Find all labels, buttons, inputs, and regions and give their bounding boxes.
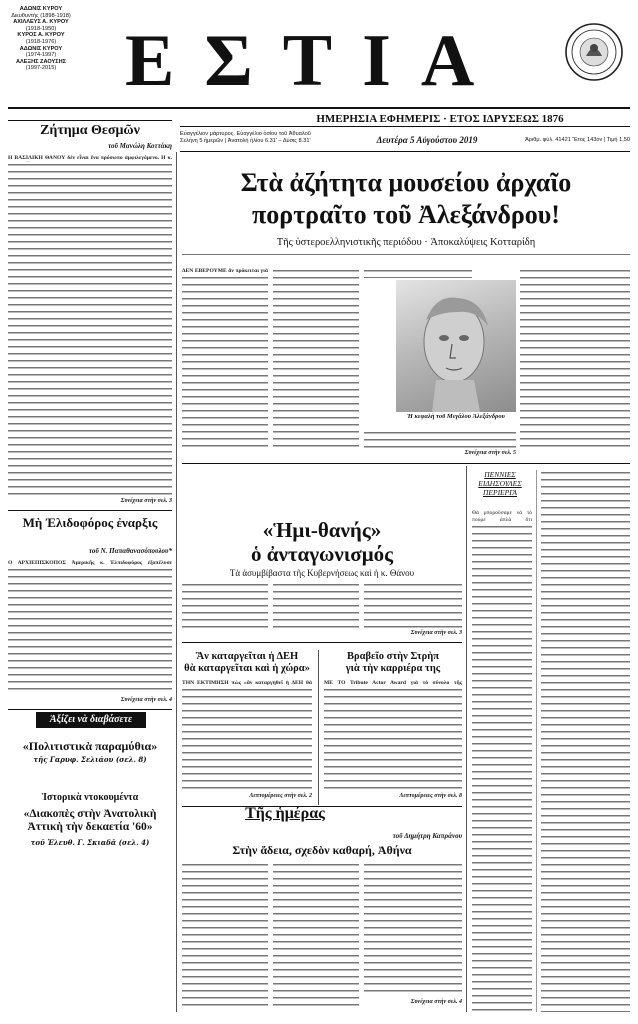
column-body-col-3 [364, 862, 462, 997]
mid-story-body-col-2 [273, 582, 359, 628]
publisher-name: ΚΥΡΟΣ Α. ΚΥΡΟΥ [17, 32, 65, 39]
lead-story-body-col-3b [364, 430, 516, 448]
mid-subhead: Τὰ ἀσυμβίβαστα τῆς Κυβερνήσεως καὶ ἡ κ. Θάνου [229, 568, 415, 578]
teasers-header: Ἀξίζει νὰ διαβάσετε [36, 712, 146, 728]
continuation-note[interactable]: Συνέχεια στὴν σελ. 3 [410, 630, 462, 636]
teaser-page: (σελ. 4) [118, 838, 150, 847]
mid-story-body-col-1 [182, 582, 268, 628]
teaser-title[interactable]: «Διακοπὲς στὴν Ἀνατολικὴ Ἀττικὴ τὴν δεκαετία '60» [23, 808, 157, 833]
publisher-name: ΑΔΩΝΙΣ ΚΥΡΟΥ [19, 6, 63, 12]
lead-subhead: Τῆς ὑστεροελληνιστικῆς περιόδου · Ἀποκαλύψεις Κοτταρίδη [276, 237, 536, 248]
publisher-years: (1918-1950) [25, 25, 57, 32]
continuation-note[interactable]: Συνέχεια στὴν σελ. 4 [410, 999, 462, 1005]
story-title[interactable]: Μὴ Ἐλιδοφόρος ἐναρξις [22, 515, 158, 530]
teaser-page: (σελ. 8) [115, 755, 147, 764]
teaser-title[interactable]: «Πολιτιστικὰ παραμύθια» [22, 739, 158, 753]
right-column-body-2 [541, 470, 630, 1012]
alexander-bust-photo [396, 280, 516, 412]
column-headline[interactable]: Στὴν ἄδεια, σχεδὸν καθαρή, Ἀθήνα [232, 843, 412, 857]
teasers-box [8, 712, 172, 1012]
publisher-name: ΑΔΩΝΙΣ ΚΥΡΟΥ [19, 45, 63, 52]
continuation-note[interactable]: Συνέχεια στὴν σελ. 5 [464, 450, 516, 456]
teaser-author: τοῦ Ἐλευθ. Γ. Σκιαδᾶ [30, 838, 117, 847]
issue-date: Δευτέρα 5 Αὐγούστου 2019 [376, 135, 478, 145]
publisher-years: Διευθυντής (1898-1918) [11, 12, 71, 19]
column-author: τοῦ Δημήτρη Καπράνου [392, 832, 462, 840]
column-body-col-2 [273, 862, 359, 1007]
seal-icon [564, 22, 624, 82]
continuation-note[interactable]: Συνέχεια στὴν σελ. 4 [120, 697, 172, 703]
box-body [182, 687, 312, 791]
publisher-years: (1918-1976) [25, 38, 57, 45]
teaser-item[interactable] [8, 740, 172, 764]
column-kicker[interactable]: Τῆς ἡμέρας [245, 805, 325, 822]
lead-story-body-col-3 [364, 268, 472, 278]
publisher-name: ΑΛΕΞΗΣ ΖΑΟΥΣΗΣ [15, 58, 67, 65]
teaser-section-title: Ἱστορικὰ ντοκουμέντα [41, 792, 139, 803]
story-lead: Η ΒΑΣΙΛΙΚΗ ΘΑΝΟΥ δὲν εἶναι ἕνα πρόσωπο ἀμφιλεγόμενο. Η κ. [8, 155, 172, 161]
story-author: τοῦ Μανώλη Κοττάκη [107, 142, 172, 150]
mid-headline-line-2[interactable]: ὁ ἀνταγωνισμός [250, 542, 393, 566]
story-author: τοῦ Ν. Παπαθανασόπουλου* [88, 547, 172, 555]
box-lead: ΜΕ ΤΟ Tribute Actor Award γιὰ τὸ σύνολο τῆς [324, 680, 462, 686]
publisher-years: (1997-2015) [25, 65, 57, 72]
lead-story-body-col-1 [182, 275, 268, 448]
continuation-note[interactable]: Λεπτομέρειες στὴν σελ. 2 [249, 793, 312, 799]
teaser-byline [8, 838, 172, 847]
sun-times: Σελήνη 5 ἡμερῶν | Ἀνατολὴ ἡλίου 6.31' – Δύσις 8.31' [180, 138, 311, 144]
box-title-line-1[interactable]: Ἂν καταργεῖται ἡ ΔΕΗ [195, 651, 299, 662]
lead-story-body-col-2 [273, 268, 359, 448]
publisher-years: (1974-1997) [25, 52, 57, 59]
photo-caption: Ἡ κεφαλὴ τοῦ Μεγάλου Ἀλεξάνδρου [407, 413, 505, 420]
publishers-list [8, 6, 74, 72]
mid-headline-line-1[interactable]: «Ἡμι-θανής» [262, 518, 382, 542]
right-column-title[interactable]: ΠΕΝΝΙΕΣ ΕΙΔΗΣΟΥΛΕΣ ΠΕΡΙΕΡΓΑ [478, 470, 522, 497]
right-column-lead: Θὰ μποροῦσαμε νὰ τὸ πούμε ἀπλὰ ὅτι [472, 510, 532, 523]
box-title-line-2[interactable]: γιὰ τὴν καρριέρα της [345, 663, 441, 674]
tagline: ΗΜΕΡΗΣΙΑ ΕΦΗΜΕΡΙΣ · ΕΤΟΣ ΙΔΡΥΣΕΩΣ 1876 [316, 113, 564, 125]
bust-illustration [396, 280, 516, 412]
newspaper-title: ΕΣΤΙΑ [125, 20, 505, 102]
teaser-byline [8, 755, 172, 764]
story-body [8, 162, 172, 497]
lead-story-body-col-4 [520, 268, 630, 448]
box-title-line-1[interactable]: Βραβεῖο στὴν Στρὴπ [347, 651, 439, 662]
teaser-author: τῆς Γαρυφ. Σελιάου [33, 755, 114, 764]
lead-headline-line-2[interactable]: πορτραῖτο τοῦ Ἀλεξάνδρου! [252, 200, 560, 229]
right-column-body-1 [472, 524, 532, 1012]
mid-story-body-col-3 [364, 582, 462, 628]
story-title[interactable]: Ζήτημα Θεσμῶν [40, 123, 140, 138]
box-title-line-2[interactable]: θὰ καταργεῖται καὶ ἡ χώρα» [184, 663, 310, 674]
story-lead: Ο ΑΡΧΙΕΠΙΣΚΟΠΟΣ Ἀμερικῆς κ. Ἐλπιδοφόρος ἐξαπέλυσε [8, 560, 172, 566]
story-body [8, 567, 172, 695]
continuation-note[interactable]: Συνέχεια στὴν σελ. 3 [120, 498, 172, 504]
issue-number: Ἀριθμ. φύλ. 41421 Ἔτος 143ον | Τιμή 1,50 [525, 137, 630, 143]
calendar-saint: Εὐαγγέλιον μάρτυρος. Εὐαγγέλιο ὁσίου τοῦ Ἀθυαλοῦ [180, 131, 311, 137]
box-body [324, 687, 462, 791]
box-lead: ΤΗΝ ΕΚΤΙΜΗΣΗ πὼς «ἂν καταργηθεῖ ἡ ΔΕΗ θὰ [182, 680, 312, 686]
column-body-col-1 [182, 862, 268, 1007]
lead-headline-line-1[interactable]: Στὰ ἀζήτητα μουσείου ἀρχαῖο [240, 168, 572, 197]
lead-story-lead: ΔΕΝ ΕΒΕΡΟΥΜΕ ἂν πρόκειται γιὰ [182, 268, 268, 274]
calendar-note [180, 131, 355, 145]
teaser-item[interactable] [8, 808, 172, 847]
continuation-note[interactable]: Λεπτομέρειες στὴν σελ. 8 [399, 793, 462, 799]
publisher-name: ΑΧΙΛΛΕΥΣ Α. ΚΥΡΟΥ [13, 19, 69, 26]
